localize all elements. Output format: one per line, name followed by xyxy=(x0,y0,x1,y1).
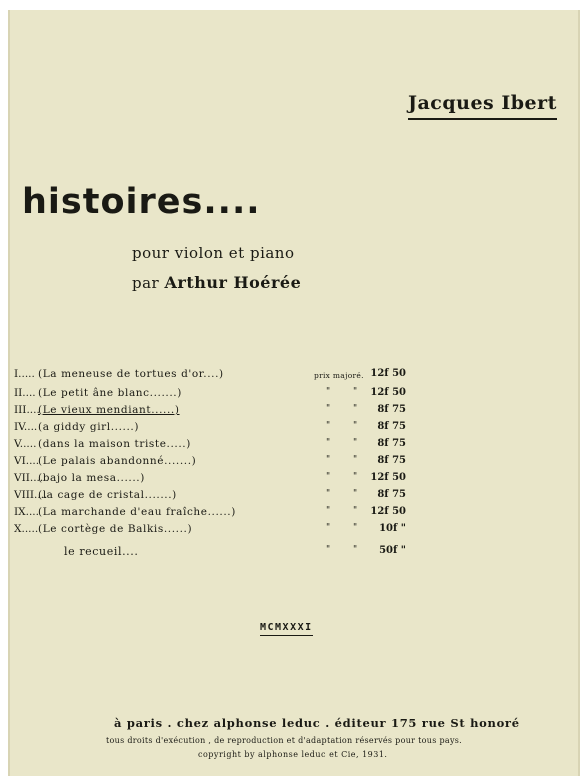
piece-name: (Le vieux mendiant......) xyxy=(38,404,180,416)
ditto-mark: " " xyxy=(326,506,368,516)
piece-number: I..... xyxy=(14,368,35,380)
publisher-line: à paris . chez alphonse leduc . éditeur 175 rue St honoré xyxy=(114,716,520,730)
ditto-mark: " " xyxy=(326,472,368,482)
arranger-name: Arthur Hoérée xyxy=(164,273,302,292)
piece-name: (Le cortège de Balkis......) xyxy=(38,523,193,535)
score-cover-page xyxy=(8,10,580,776)
piece-name: (Le palais abandonné.......) xyxy=(38,455,197,467)
piece-price: 8f 75 xyxy=(377,455,406,466)
collection-price: 50f " xyxy=(379,545,406,556)
list-item xyxy=(10,387,582,403)
piece-number: III.... xyxy=(14,404,40,416)
arranger-prefix: par xyxy=(132,274,160,292)
work-title: histoires.... xyxy=(22,182,261,222)
ditto-mark: " " xyxy=(326,523,368,533)
instrumentation-subtitle: pour violon et piano xyxy=(132,244,295,262)
ditto-mark: " " xyxy=(326,455,368,465)
ditto-mark: " " xyxy=(326,438,368,448)
piece-price: 12f 50 xyxy=(370,506,406,517)
piece-number: X..... xyxy=(14,523,39,535)
piece-price: 12f 50 xyxy=(370,472,406,483)
list-item xyxy=(10,472,582,488)
rights-line: tous droits d'exécution , de reproduction et d'adaptation réservés pour tous pays. xyxy=(106,736,463,745)
piece-name: (dans la maison triste.....) xyxy=(38,438,191,450)
piece-name: (Le petit âne blanc.......) xyxy=(38,387,182,399)
piece-number: VII.... xyxy=(14,472,44,484)
piece-price: 10f " xyxy=(379,523,406,534)
copyright-line: copyright by alphonse leduc et Cie, 1931. xyxy=(198,750,388,759)
list-item xyxy=(10,368,582,384)
list-item xyxy=(10,438,582,454)
list-item xyxy=(10,523,582,539)
piece-number: II.... xyxy=(14,387,36,399)
piece-price: 12f 50 xyxy=(370,387,406,398)
publication-year: MCMXXXI xyxy=(260,622,313,636)
list-item xyxy=(10,421,582,437)
piece-name: (La meneuse de tortues d'or....) xyxy=(38,368,224,380)
piece-number: VIII.... xyxy=(14,489,48,501)
ditto-mark: " " xyxy=(326,404,368,414)
piece-price: 8f 75 xyxy=(377,438,406,449)
piece-number: IV.... xyxy=(14,421,38,433)
piece-name: (La marchande d'eau fraîche......) xyxy=(38,506,236,518)
arranger-credit xyxy=(132,273,301,292)
price-label: prix majoré. xyxy=(314,371,364,380)
ditto-mark: " " xyxy=(326,489,368,499)
list-item xyxy=(10,506,582,522)
piece-number: IX.... xyxy=(14,506,39,518)
piece-price: 8f 75 xyxy=(377,421,406,432)
piece-number: VI.... xyxy=(14,455,40,467)
collection-name: le recueil.... xyxy=(64,545,139,558)
composer-name: Jacques Ibert xyxy=(408,92,557,120)
piece-price: 8f 75 xyxy=(377,404,406,415)
collection-row xyxy=(10,545,582,561)
list-item xyxy=(10,455,582,471)
ditto-mark: " " xyxy=(326,545,368,555)
ditto-mark: " " xyxy=(326,387,368,397)
list-item xyxy=(10,404,582,420)
piece-name: (a giddy girl......) xyxy=(38,421,140,433)
piece-name: (la cage de cristal.......) xyxy=(38,489,177,501)
list-item xyxy=(10,489,582,505)
piece-price: 8f 75 xyxy=(377,489,406,500)
piece-price: 12f 50 xyxy=(370,368,406,379)
piece-name: (bajo la mesa......) xyxy=(38,472,145,484)
piece-number: V..... xyxy=(14,438,37,450)
ditto-mark: " " xyxy=(326,421,368,431)
